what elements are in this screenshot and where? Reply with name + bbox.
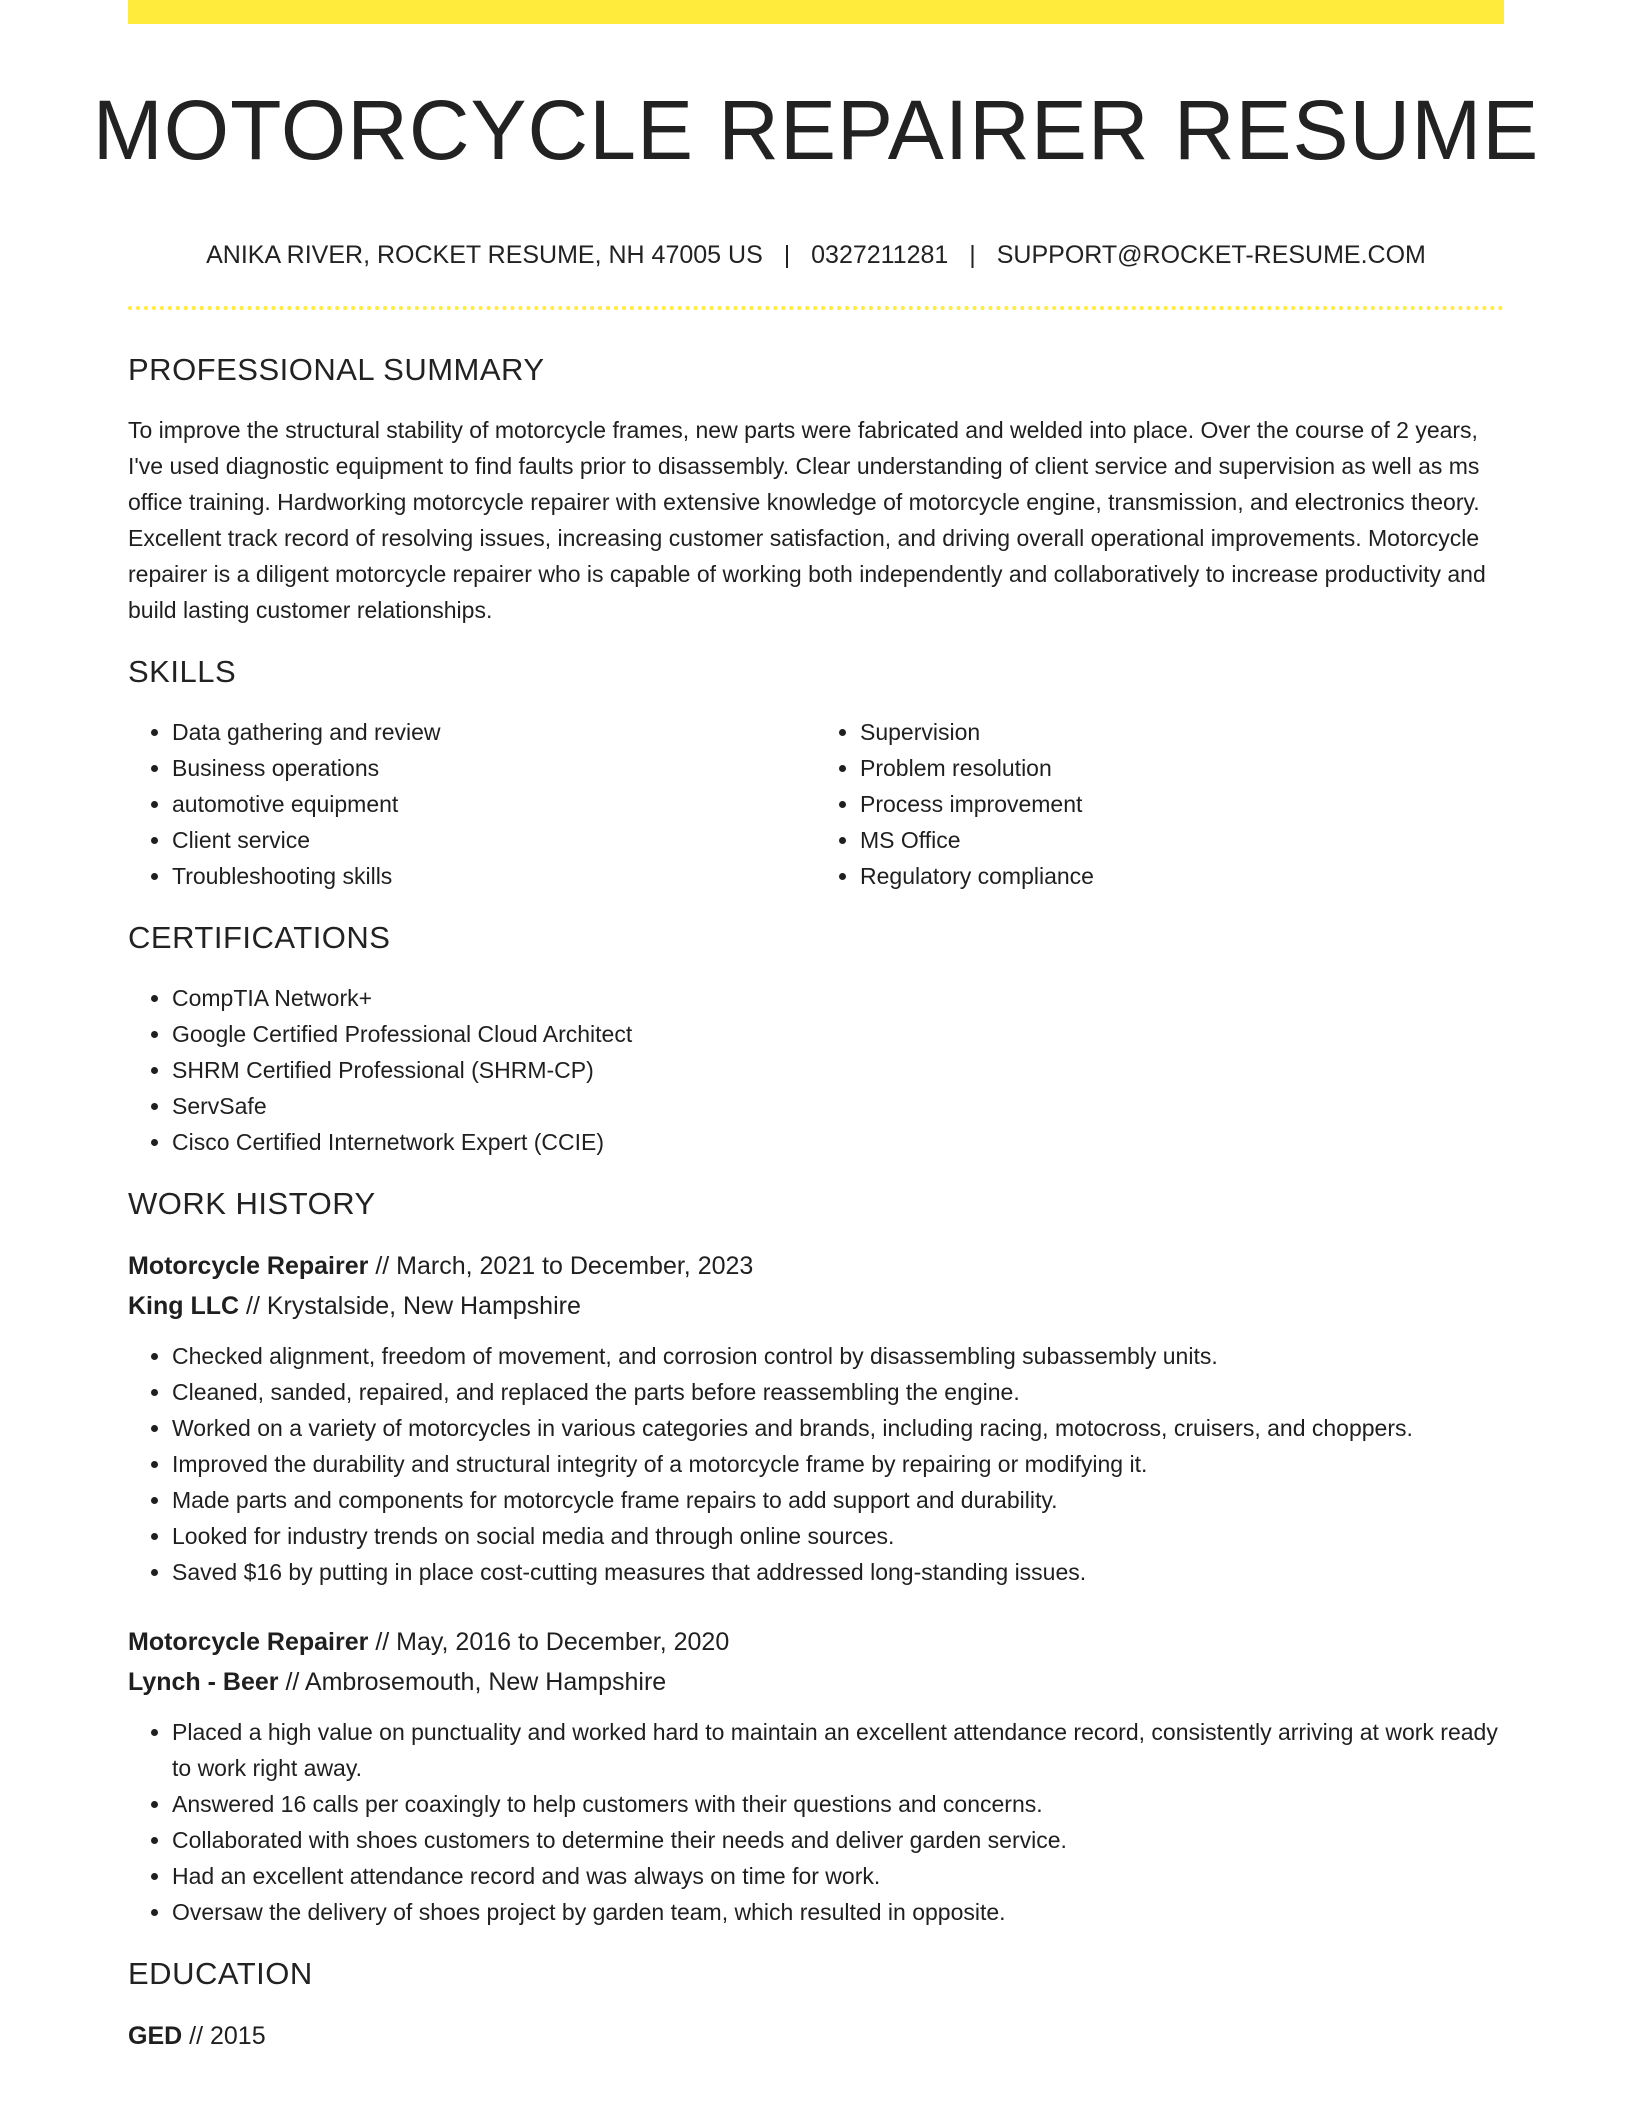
contact-email: SUPPORT@ROCKET-RESUME.COM [996, 241, 1426, 269]
job-bullet: • Had an excellent attendance record and was always on time for work. [172, 1858, 1504, 1894]
job-entry [128, 1246, 1504, 1590]
education-line [128, 2016, 1504, 2056]
skill-item: • Troubleshooting skills [172, 858, 816, 894]
resume-content [128, 350, 1504, 2080]
education-heading: EDUCATION [128, 1956, 313, 1991]
skill-item: • Data gathering and review [172, 714, 816, 750]
certification-item: • CompTIA Network+ [172, 980, 1504, 1016]
contact-line [0, 238, 1632, 272]
skill-item: • Client service [172, 822, 816, 858]
job-title: Motorcycle Repairer [128, 1252, 369, 1280]
education-degree: GED [128, 2022, 183, 2050]
skill-item: • Process improvement [860, 786, 1504, 822]
skill-item: • Regulatory compliance [860, 858, 1504, 894]
job-bullet: • Cleaned, sanded, repaired, and replaced the parts before reassembling the engine. [172, 1374, 1504, 1410]
job-dates: // May, 2016 to December, 2020 [375, 1628, 730, 1656]
job-bullets [128, 1714, 1504, 1930]
page-title: MOTORCYCLE REPAIRER RESUME [92, 83, 1540, 177]
summary-text: To improve the structural stability of motorcycle frames, new parts were fabricated and welded into place. Over the course of 2 years, I've used diagnostic equipment to find faults prior to disassembly. Clear understanding of client service and supervision as well as ms office training. Hardworking motorcycle repairer with extensive knowledge of motorcycle engine, transmission, and electronics theory. Excellent track record of resolving issues, increasing customer satisfaction, and driving overall operational improvements. Motorcycle repairer is a diligent motorcycle repairer who is capable of working both independently and collaboratively to increase productivity and build lasting customer relationships. [128, 417, 1486, 623]
accent-bar [128, 0, 1504, 24]
skill-item: • Problem resolution [860, 750, 1504, 786]
work-history-heading: WORK HISTORY [128, 1186, 376, 1221]
job-entry [128, 1622, 1504, 1930]
summary-section [128, 350, 1504, 628]
job-title: Motorcycle Repairer [128, 1628, 369, 1656]
contact-phone: 0327211281 [811, 241, 949, 269]
job-bullet: • Looked for industry trends on social media and through online sources. [172, 1518, 1504, 1554]
job-company: King LLC [128, 1292, 240, 1320]
job-bullet: • Improved the durability and structural integrity of a motorcycle frame by repairing or modifying it. [172, 1446, 1504, 1482]
certification-item: • Cisco Certified Internetwork Expert (CCIE) [172, 1124, 1504, 1160]
job-bullet: • Made parts and components for motorcycle frame repairs to add support and durability. [172, 1482, 1504, 1518]
job-bullet: • Collaborated with shoes customers to determine their needs and deliver garden service. [172, 1822, 1504, 1858]
summary-heading: PROFESSIONAL SUMMARY [128, 352, 545, 387]
work-history-section [128, 1184, 1504, 1930]
job-company: Lynch - Beer [128, 1668, 279, 1696]
certifications-heading: CERTIFICATIONS [128, 920, 391, 955]
job-dates: // March, 2021 to December, 2023 [375, 1252, 754, 1280]
education-year: // 2015 [189, 2022, 266, 2050]
skill-item: • Business operations [172, 750, 816, 786]
certification-item: • SHRM Certified Professional (SHRM-CP) [172, 1052, 1504, 1088]
job-company-line [128, 1286, 1504, 1326]
skills-list-right [816, 714, 1504, 894]
skills-columns [128, 714, 1504, 894]
dotted-divider [128, 306, 1504, 310]
certifications-list [128, 980, 1504, 1160]
skill-item: • Supervision [860, 714, 1504, 750]
job-title-line [128, 1246, 1504, 1286]
job-location: // Ambrosemouth, New Hampshire [285, 1668, 667, 1696]
certification-item: • ServSafe [172, 1088, 1504, 1124]
contact-separator: | [783, 241, 791, 269]
education-section [128, 1954, 1504, 2056]
contact-separator: | [969, 241, 976, 269]
job-bullet: • Saved $16 by putting in place cost-cutting measures that addressed long-standing issues. [172, 1554, 1504, 1590]
job-location: // Krystalside, New Hampshire [246, 1292, 581, 1320]
job-bullet: • Checked alignment, freedom of movement, and corrosion control by disassembling subassembly units. [172, 1338, 1504, 1374]
skills-heading: SKILLS [128, 654, 237, 689]
job-title-line [128, 1622, 1504, 1662]
job-bullet: • Oversaw the delivery of shoes project by garden team, which resulted in opposite. [172, 1894, 1504, 1930]
certification-item: • Google Certified Professional Cloud Architect [172, 1016, 1504, 1052]
job-company-line [128, 1662, 1504, 1702]
skills-section [128, 652, 1504, 894]
skills-list-left [128, 714, 816, 894]
job-bullet: • Worked on a variety of motorcycles in various categories and brands, including racing, motocross, cruisers, and choppers. [172, 1410, 1504, 1446]
skill-item: • automotive equipment [172, 786, 816, 822]
contact-address: ANIKA RIVER, ROCKET RESUME, NH 47005 US [206, 241, 763, 269]
job-bullet: • Answered 16 calls per coaxingly to help customers with their questions and concerns. [172, 1786, 1504, 1822]
skill-item: • MS Office [860, 822, 1504, 858]
job-bullets [128, 1338, 1504, 1590]
certifications-section [128, 918, 1504, 1160]
job-bullet: • Placed a high value on punctuality and worked hard to maintain an excellent attendance record, consistently arriving at work ready to work right away. [172, 1714, 1504, 1786]
